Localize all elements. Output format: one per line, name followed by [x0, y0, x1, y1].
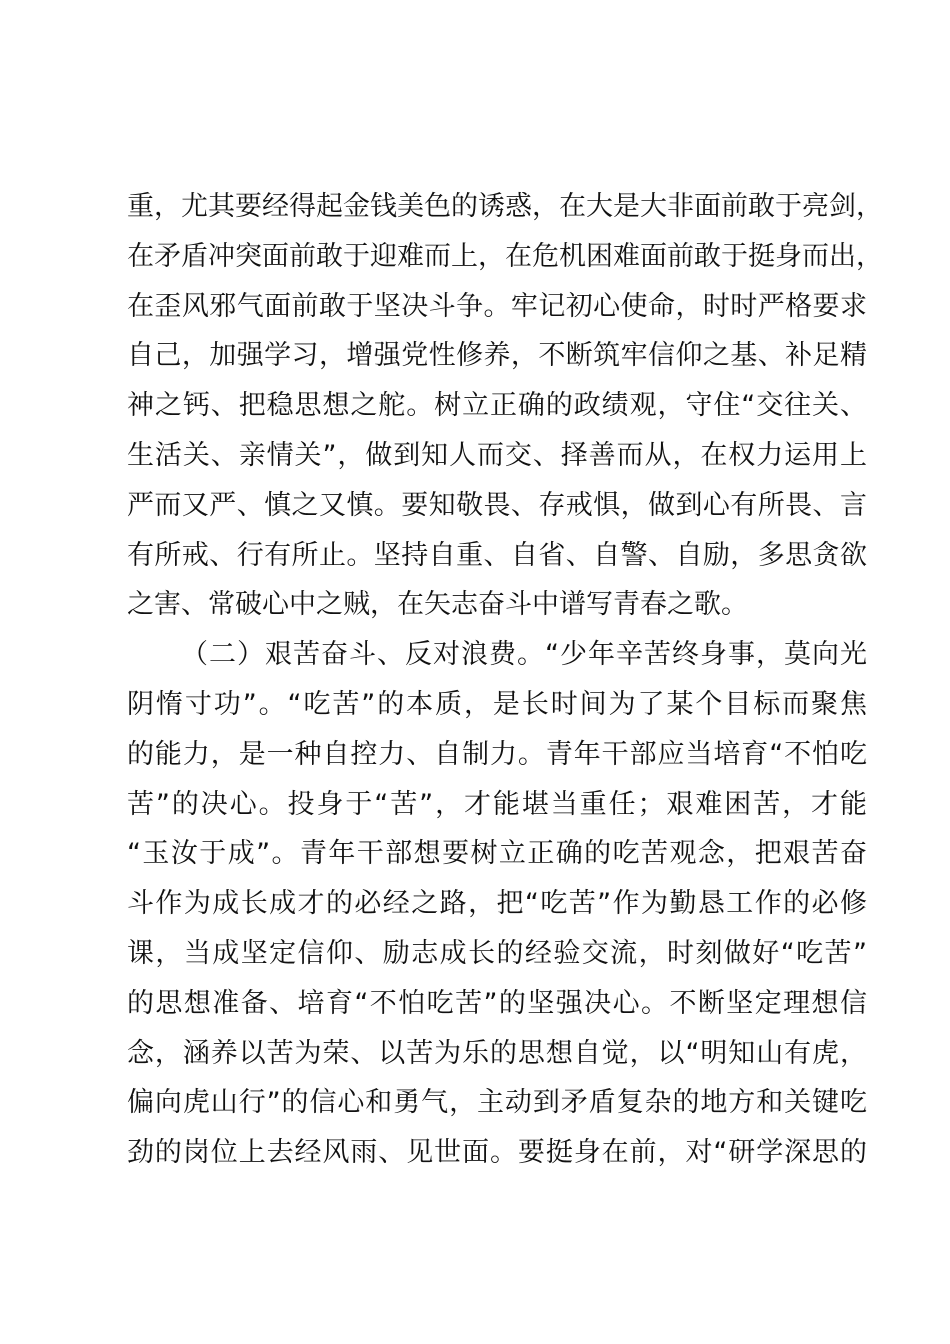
text-line-15: 斗 作 为 成 长 成 才 的 必 经 之 路 ， 把 “ 吃 苦 ” 作 为 勤 恳 工 作 的 必 修 — [127, 888, 867, 920]
text-line-20: 劲 的 岗 位 上 去 经 风 雨 、 见 世 面 。 要 挺 身 在 前 ， 对 “ 研 学 深 思 的 — [127, 1137, 867, 1169]
text-line-14: “ 玉 汝 于 成 ” 。 青 年 干 部 想 要 树 立 正 确 的 吃 苦 观 念 ， 把 艰 苦 奋 — [127, 838, 867, 870]
text-line-1: 重 ， 尤 其 要 经 得 起 金 钱 美 色 的 诱 惑 ， 在 大 是 大 非 面 前 敢 于 亮 剑 ， — [127, 191, 883, 222]
text-line-11: 阴 惰 寸 功 ” 。 “ 吃 苦 ” 的 本 质 ， 是 长 时 间 为 了 某 个 目 标 而 聚 焦 — [127, 688, 867, 720]
text-line-12: 的 能 力 ， 是 一 种 自 控 力 、 自 制 力 。 青 年 干 部 应 当 培 育 “ 不 怕 吃 — [127, 738, 867, 770]
text-line-5: 神 之 钙 、 把 稳 思 想 之 舵 。 树 立 正 确 的 政 绩 观 ， 守 住 “ 交 往 关 、 — [127, 390, 867, 422]
text-line-16: 课 ， 当 成 坚 定 信 仰 、 励 志 成 长 的 经 验 交 流 ， 时 刻 做 好 “ 吃 苦 ” — [127, 937, 867, 969]
text-line-13: 苦 ” 的 决 心 。 投 身 于 “ 苦 ” ， 才 能 堪 当 重 任 ； 艰 难 困 苦 ， 才 能 — [127, 788, 867, 820]
text-line-2: 在 矛 盾 冲 突 面 前 敢 于 迎 难 而 上 ， 在 危 机 困 难 面 前 敢 于 挺 身 而 出 ， — [127, 240, 883, 272]
text-line-3: 在 歪 风 邪 气 面 前 敢 于 坚 决 斗 争 。 牢 记 初 心 使 命 ， 时 时 严 格 要 求 — [127, 290, 867, 322]
text-line-18: 念 ， 涵 养 以 苦 为 荣 、 以 苦 为 乐 的 思 想 自 觉 ， 以 “ 明 知 山 有 虎 ， — [127, 1037, 867, 1069]
text-line-9: 之害、常破心中之贼，在矢志奋斗中谱写青春之歌。 — [127, 589, 748, 621]
text-line-4: 自 己 ， 加 强 学 习 ， 增 强 党 性 修 养 ， 不 断 筑 牢 信 仰 之 基 、 补 足 精 — [127, 340, 867, 372]
section-heading-line: （ 二 ） 艰 苦 奋 斗 、 反 对 浪 费 。 “ 少 年 辛 苦 终 身 事 ， 莫 向 光 — [181, 639, 867, 671]
text-line-17: 的 思 想 准 备 、 培 育 “ 不 怕 吃 苦 ” 的 坚 强 决 心 。 不 断 坚 定 理 想 信 — [127, 987, 867, 1019]
text-line-8: 有 所 戒 、 行 有 所 止 。 坚 持 自 重 、 自 省 、 自 警 、 自 励 ， 多 思 贪 欲 — [127, 539, 867, 571]
text-line-6: 生 活 关 、 亲 情 关 ” ， 做 到 知 人 而 交 、 择 善 而 从 ， 在 权 力 运 用 上 — [127, 439, 867, 471]
text-line-19: 偏 向 虎 山 行 ” 的 信 心 和 勇 气 ， 主 动 到 矛 盾 复 杂 的 地 方 和 关 键 吃 — [127, 1087, 867, 1119]
text-line-7: 严 而 又 严 、 慎 之 又 慎 。 要 知 敬 畏 、 存 戒 惧 ， 做 到 心 有 所 畏 、 言 — [127, 489, 867, 521]
body-text — [127, 182, 883, 1178]
